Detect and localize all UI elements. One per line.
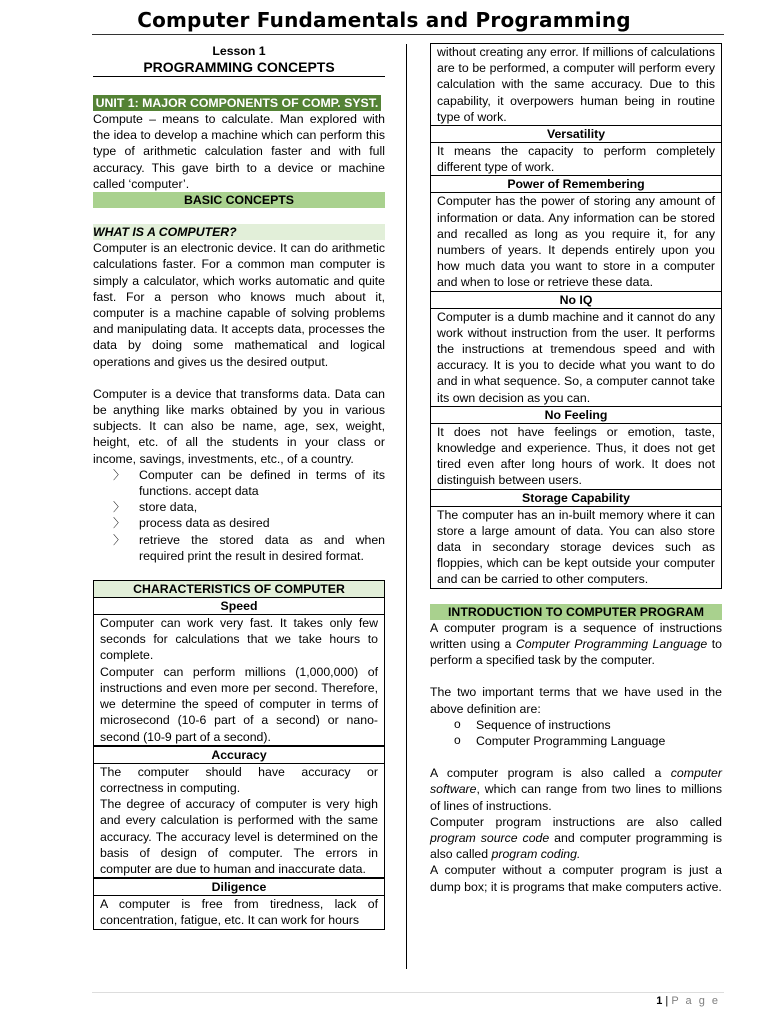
accuracy-paragraph-1: The computer should have accuracy or correctness in computing. [100,764,378,795]
diligence-cell-continued [431,44,721,126]
storage-capability-heading: Storage Capability [431,490,721,507]
intro-paragraph-5: A computer without a computer program is just a dump box; it is programs that make computers active. [430,863,722,894]
versatility-heading: Versatility [431,126,721,143]
storage-capability-cell [431,507,721,588]
terms-list [430,717,722,749]
power-of-remembering-paragraph: Computer has the power of storing any amount of information or data. Any information can be stored and recalled as long as you require it, for any numbers of years. It depends entirely upon you how much data you want to store in a computer and when to lose or retrieve these data. [437,194,715,290]
intro-p3-text-b: , which can range from two lines to millions of lines of instructions. [430,782,722,813]
accuracy-cell [94,764,384,878]
power-of-remembering-cell [431,193,721,291]
list-item: 〉 process data as desired [139,515,385,531]
no-iq-heading: No IQ [431,292,721,309]
list-item: o Sequence of instructions [476,717,722,733]
accuracy-paragraph-2: The degree of accuracy of computer is very high and every calculation is performed with the same accuracy. The accuracy level is determined on the basis of design of computer. The errors in computer are due to human and inaccurate data. [100,797,378,876]
intro-p4-text-a: Computer program instructions are also called [430,814,722,829]
no-iq-paragraph: Computer is a dumb machine and it cannot do any work without instruction from the user. It performs the instructions at tremendous speed and with accuracy. It is you to decide what you want to do and in what sequence. So, a computer cannot take its own decision as you can. [437,309,715,405]
unit-paragraph: Compute – means to calculate. Man explored with the idea to develop a machine which can perform this type of arithmetic calculation faster and with full accuracy. This gave birth to a device or machine called ‘computer’. [93,112,385,191]
characteristics-table-continued [430,43,722,589]
column-divider [406,44,407,969]
speed-cell [94,615,384,746]
speed-paragraph-2: Computer can perform millions (1,000,000) of instructions and even more per second. Therefore, we determine the speed of computer in terms of microsecond (10-6 part of a second) or nano-second (10-9 part of a second). [100,664,378,744]
no-feeling-heading: No Feeling [431,407,721,424]
what-is-computer-heading: WHAT IS A COMPUTER? [93,224,385,240]
lesson-label: Lesson 1 [212,44,266,58]
power-of-remembering-heading: Power of Remembering [431,176,721,193]
what-paragraph-2: Computer is a device that transforms data. Data can be anything like marks obtained by you in various subjects. It can also be name, age, sex, weight, height, etc. of all the students in your class or income, savings, investments, etc., of a country. [93,386,385,466]
page-number: 1 [656,995,663,1007]
versatility-cell [431,143,721,176]
versatility-paragraph: It means the capacity to perform completely different type of work. [437,144,715,175]
what-paragraph-1: Computer is an electronic device. It can do arithmetic calculations faster. For a common man computer is simply a calculator, which works automatic and quite fast. For a person who knows much about it, computer is a machine capable of solving problems and manipulating data. It accepts data, processes the data by doing some mathematical and logical operations and gives us the desired output. [93,241,385,369]
list-item: 〉 store data, [139,499,385,515]
page-footer [656,995,720,1007]
intro-paragraph-3 [430,765,722,814]
accuracy-heading: Accuracy [94,746,384,764]
intro-p1-emphasis: Computer Programming Language [515,636,708,651]
unit-heading-bar: UNIT 1: MAJOR COMPONENTS OF COMP. SYST. [93,95,381,111]
header-rule [92,34,724,35]
no-feeling-cell [431,424,721,490]
intro-paragraph-4 [430,814,722,863]
function-list [93,467,385,564]
left-column [93,43,385,930]
intro-p4-text-b: and computer programming is also called [430,830,723,862]
characteristics-table [93,580,385,929]
no-feeling-paragraph: It does not have feelings or emotion, taste, knowledge and experience. Thus, it does not get tired even after long hours of work. It does not distinguish between users. [437,424,715,488]
list-item: 〉 retrieve the stored data as and when required print the result in desired format. [139,532,385,564]
list-item: 〉 Computer can be defined in terms of its functions. accept data [139,467,385,499]
storage-capability-paragraph: The computer has an in-built memory where it can store a large amount of data. You can also store data in secondary storage devices such as floppies, which can be kept outside your computer and can be carried to other computers. [437,507,715,587]
intro-p4-emphasis-1: program source code [430,830,550,845]
diligence-cell [94,896,384,928]
intro-p4-emphasis-2: program coding. [491,847,581,862]
no-iq-cell [431,309,721,407]
footer-separator: | [665,995,669,1007]
basic-concepts-bar: BASIC CONCEPTS [93,192,385,208]
page-label: P a g e [671,995,720,1007]
characteristics-title: CHARACTERISTICS OF COMPUTER [94,581,384,598]
list-item: o Computer Programming Language [476,733,722,749]
intro-p3-text-a: A computer program is also called a [430,766,671,781]
diligence-paragraph-continued: without creating any error. If millions of calculations are to be performed, a computer will perform every calculation with the same accuracy. Due to this capability, it overpowers human being in routine type of work. [437,45,715,124]
diligence-paragraph: A computer is free from tiredness, lack of concentration, fatigue, etc. It can work for hours [100,897,378,928]
intro-p1-text-a: A computer program is a sequence of instructions written using a [430,620,722,651]
intro-paragraph-2: The two important terms that we have used in the above definition are: [430,685,722,716]
page-header-title: Computer Fundamentals and Programming [137,8,631,32]
right-column [430,43,722,895]
intro-paragraph-1 [430,620,722,669]
intro-p3-emphasis: computer software [430,766,722,797]
intro-p1-text-b: to perform a specified task by the computer. [430,636,722,668]
footer-rule [92,992,724,993]
intro-program-bar: INTRODUCTION TO COMPUTER PROGRAM [430,604,722,620]
speed-paragraph-1: Computer can work very fast. It takes only few seconds for calculations that we take hours to complete. [100,616,378,663]
lesson-title: PROGRAMMING CONCEPTS [93,59,385,77]
speed-heading: Speed [94,598,384,615]
diligence-heading: Diligence [94,878,384,896]
